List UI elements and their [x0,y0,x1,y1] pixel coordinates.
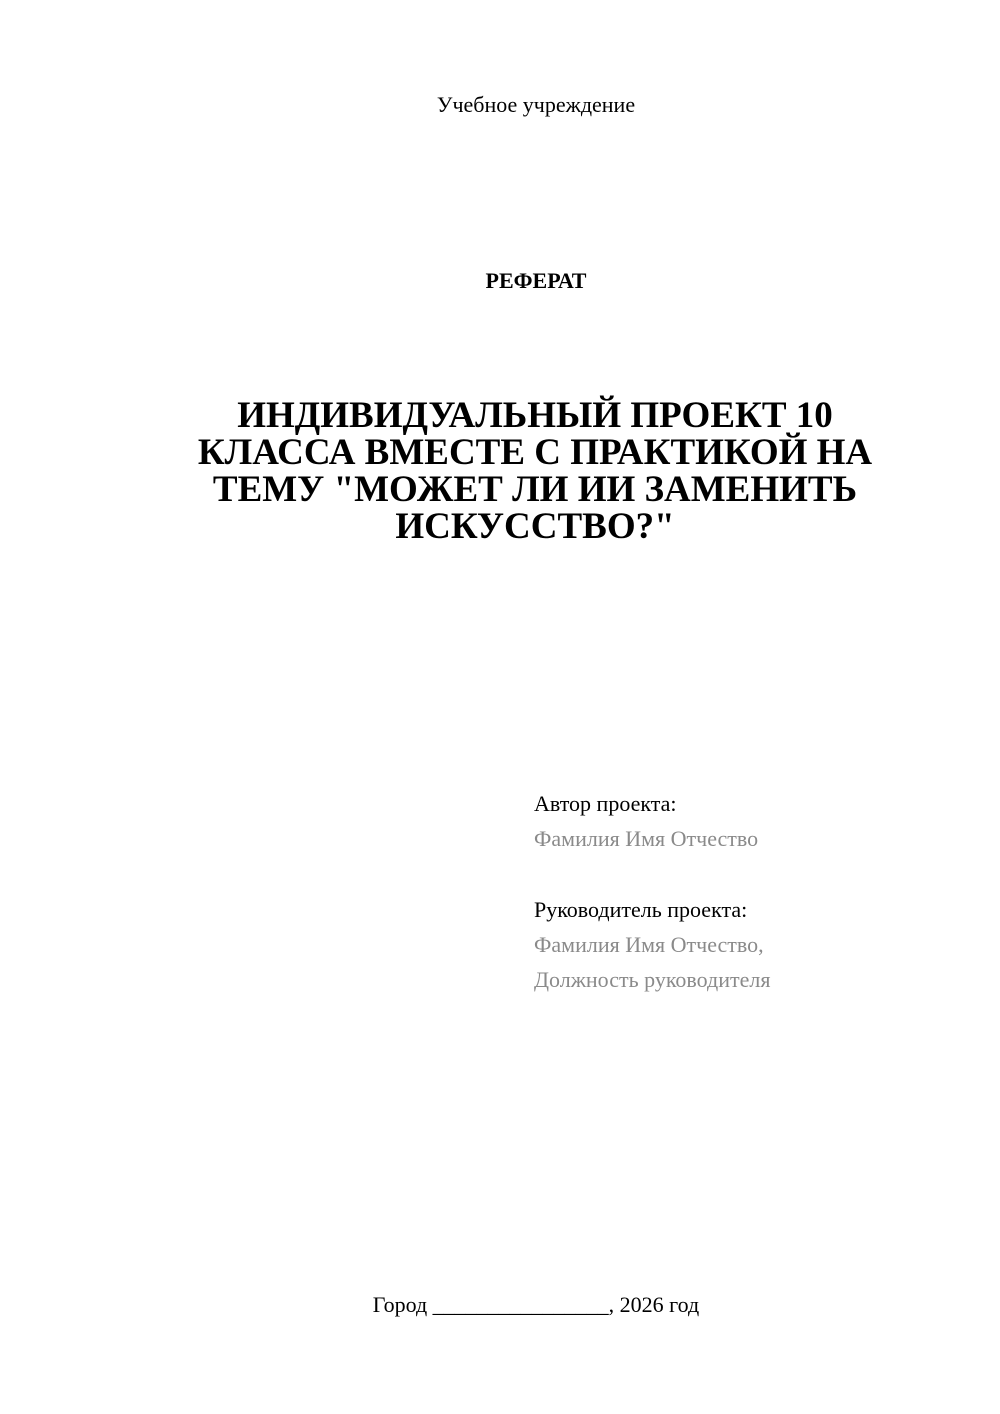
document-type: РЕФЕРАТ [485,268,587,293]
title-line: КЛАССА ВМЕСТЕ С ПРАКТИКОЙ НА [197,432,873,473]
supervisor-position-placeholder: Должность руководителя [534,967,771,992]
project-people-block [534,786,974,997]
author-label: Автор проекта: [534,791,677,816]
city-year-line: Город ________________, 2026 год [372,1292,700,1317]
project-title [160,397,910,545]
title-line: ИСКУССТВО?" [395,506,675,547]
author-name-placeholder: Фамилия Имя Отчество [534,826,759,851]
supervisor-label: Руководитель проекта: [534,897,748,922]
supervisor-name-placeholder: Фамилия Имя Отчество, [534,932,764,957]
spacer [534,856,974,892]
title-line: ТЕМУ "МОЖЕТ ЛИ ИИ ЗАМЕНИТЬ [212,469,858,510]
title-line: ИНДИВИДУАЛЬНЫЙ ПРОЕКТ 10 [237,395,833,436]
institution-name: Учебное учреждение [436,92,636,117]
